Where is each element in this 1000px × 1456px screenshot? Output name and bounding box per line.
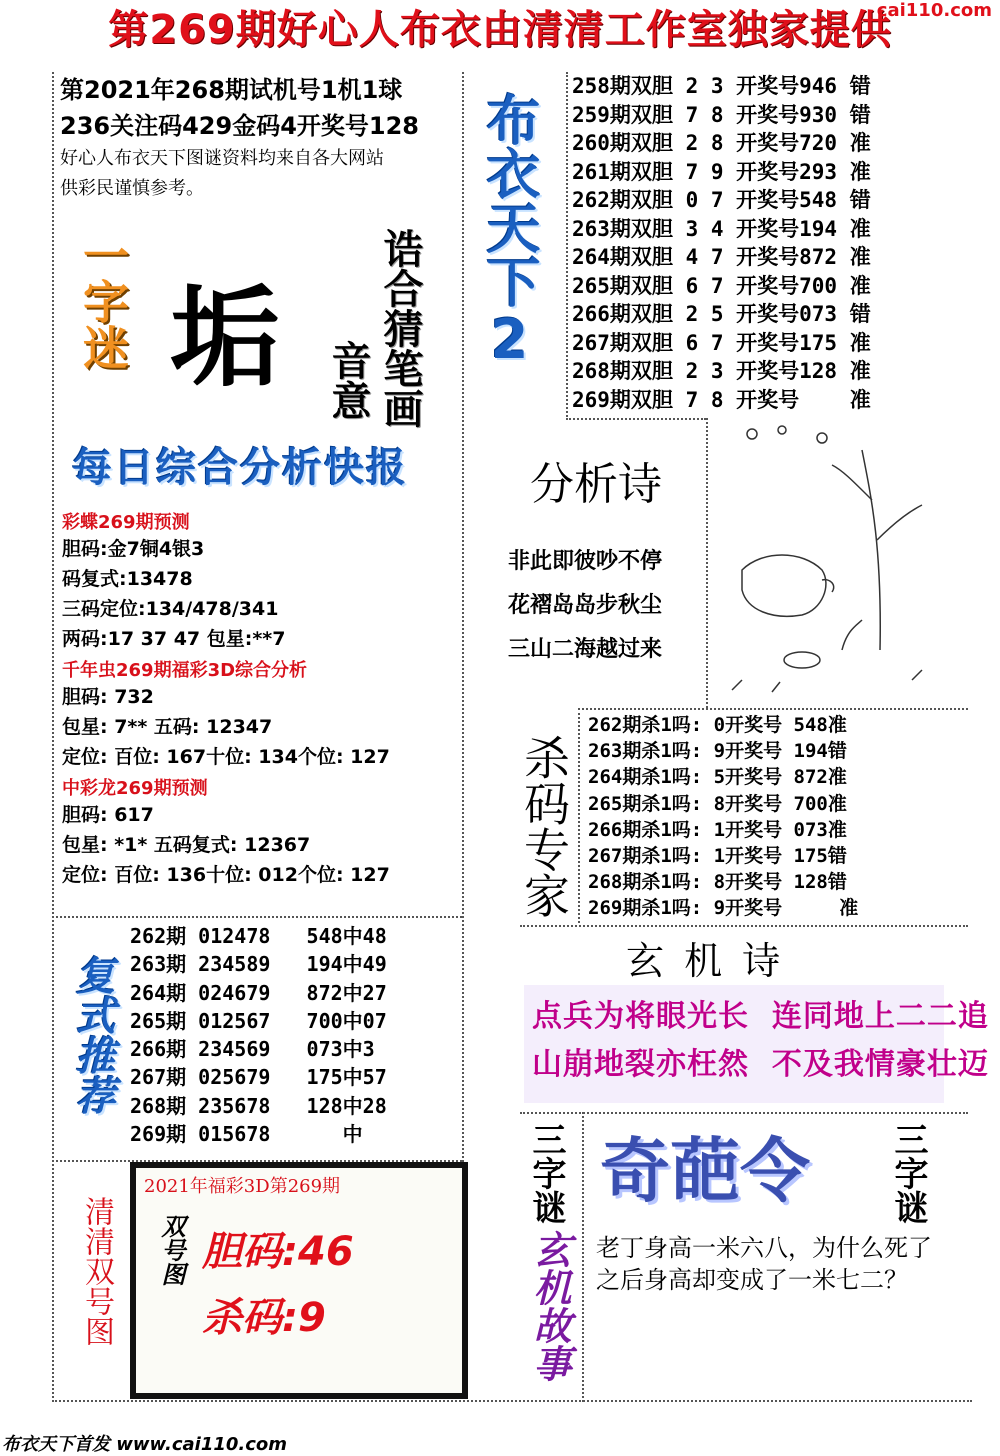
history-row: 265期双胆 6 7 开奖号700 准 [572, 273, 871, 298]
divider [520, 1112, 968, 1114]
fushi-row: 267期 025679 175中57 [130, 1065, 387, 1090]
brand-vertical: 布衣天下2 [478, 92, 541, 371]
xuanji-poem-box [524, 985, 989, 1103]
riddle-hint-2: 音意 [325, 340, 371, 420]
info-line-2: 236关注码429金码4开奖号128 [60, 112, 419, 140]
sanzi-word: 奇葩令 [600, 1130, 810, 1212]
info-line-4: 供彩民谨慎参考。 [60, 178, 204, 199]
caidie-line-4: 两码:17 37 47 包星:**7 [62, 628, 286, 650]
qianniang-title: 千年虫269期福彩3D综合分析 [62, 660, 308, 681]
divider [462, 72, 464, 1162]
kill-row: 263期杀1吗: 9开奖号 194错 [588, 740, 847, 763]
history-row: 267期双胆 6 7 开奖号175 准 [572, 330, 871, 355]
history-row: 262期双胆 0 7 开奖号548 错 [572, 188, 871, 212]
kill-row: 268期杀1吗: 8开奖号 128错 [588, 871, 847, 894]
fushi-row: 265期 012567 700中07 [130, 1008, 387, 1033]
kill-title [514, 718, 574, 943]
history-row: 259期双胆 7 8 开奖号930 错 [572, 102, 871, 127]
history-row: 258期双胆 2 3 开奖号946 错 [572, 74, 871, 98]
xuanji-line-1: 点兵为将眼光长 连同地上二二追 [532, 999, 989, 1034]
poem-line: 三山二海越过来 [508, 637, 663, 662]
kill-list [588, 712, 858, 922]
double-pic-side: 双号图 [157, 1214, 185, 1286]
history-row: 269期双胆 7 8 开奖号 准 [572, 387, 871, 412]
history-row: 260期双胆 2 8 开奖号720 准 [572, 131, 871, 155]
pig-illustration [712, 420, 968, 700]
history-row: 261期双胆 7 9 开奖号293 准 [572, 159, 871, 184]
riddle-hint: 诰合猜笔画 [377, 228, 423, 428]
fushi-list [130, 922, 387, 1148]
fushi-row: 268期 235678 128中28 [130, 1093, 387, 1118]
divider [566, 72, 568, 417]
analysis-poem-title: 分析诗 [530, 459, 662, 510]
kill-row: 265期杀1吗: 8开奖号 700准 [588, 792, 847, 815]
info-block [60, 72, 480, 204]
daily-title: 每日综合分析快报 [72, 445, 408, 491]
zhongcai-line-2: 包星: *1* 五码复式: 12367 [62, 834, 311, 856]
kill-row: 264期杀1吗: 5开奖号 872准 [588, 766, 847, 789]
story-text: 老丁身高一米六八，为什么死了之后身高却变成了一米七二？ [596, 1234, 932, 1294]
divider [582, 1112, 584, 1402]
caidie-line-3: 三码定位:134/478/341 [62, 598, 279, 620]
history-row: 266期双胆 2 5 开奖号073 错 [572, 302, 871, 326]
double-pic-header: 2021年福彩3D第269期 [144, 1176, 341, 1197]
history-list [572, 72, 871, 414]
divider [578, 708, 580, 923]
info-line-3: 好心人布衣天下图谜资料均来自各大网站 [60, 148, 384, 169]
fushi-title: 复式推荐 [69, 955, 115, 1115]
xuanji-title: 玄 机 诗 [626, 939, 785, 983]
caidie-line-2: 码复式:13478 [62, 568, 193, 590]
footer: 布衣天下首发 www.cai110.com [2, 1434, 288, 1455]
fushi-row: 266期 234569 073中3 [130, 1037, 375, 1062]
divider [566, 418, 706, 420]
divider [52, 1160, 462, 1162]
predictions-left [62, 508, 462, 890]
qianniang-line-1: 胆码: 732 [62, 686, 154, 708]
divider [52, 72, 54, 1402]
fushi-row: 269期 015678 中 [130, 1122, 363, 1147]
poem-line: 非此即彼吵不停 [508, 549, 663, 574]
story-label: 玄机故事 [527, 1230, 571, 1382]
info-line-1: 第2021年268期试机号1机1球 [60, 76, 403, 104]
divider [706, 418, 708, 708]
sanzi-right: 三字谜 [888, 1122, 928, 1224]
double-pic-sha: 杀码:9 [202, 1295, 326, 1341]
divider [52, 1400, 972, 1402]
sanzi-left: 三字谜 [526, 1122, 566, 1224]
caidie-title: 彩蝶269期预测 [62, 512, 190, 533]
zhongcai-title: 中彩龙269期预测 [62, 778, 208, 799]
divider [52, 916, 462, 918]
zhongcai-line-1: 胆码: 617 [62, 804, 154, 826]
riddle-label: 一字迷 [76, 232, 130, 370]
history-row: 264期双胆 4 7 开奖号872 准 [572, 245, 871, 269]
history-row: 268期双胆 2 3 开奖号128 准 [572, 359, 871, 383]
kill-row: 266期杀1吗: 1开奖号 073准 [588, 818, 847, 841]
double-pic-label: 清清双号图 [79, 1196, 114, 1346]
analysis-poem [508, 540, 662, 672]
divider [520, 925, 968, 927]
kill-row: 262期杀1吗: 0开奖号 548准 [588, 714, 847, 736]
page-title: 第269期好心人布衣由清清工作室独家提供 [108, 7, 892, 53]
fushi-row: 263期 234589 194中49 [130, 952, 387, 977]
history-row: 263期双胆 3 4 开奖号194 准 [572, 216, 871, 241]
divider [578, 708, 968, 710]
fushi-row: 262期 012478 548中48 [130, 924, 387, 948]
poem-line: 花褶岛岛步秋尘 [508, 593, 663, 618]
double-pic-dan: 胆码:46 [202, 1229, 354, 1275]
riddle-char: 垢 [170, 273, 280, 402]
kill-row: 269期杀1吗: 9开奖号 准 [588, 897, 859, 920]
zhongcai-line-3: 定位: 百位: 136十位: 012个位: 127 [62, 864, 390, 886]
kill-row: 267期杀1吗: 1开奖号 175错 [588, 845, 847, 868]
xuanji-line-2: 山崩地裂亦枉然 不及我情豪壮迈 [532, 1047, 989, 1082]
caidie-line-1: 胆码:金7铜4银3 [62, 538, 205, 560]
qianniang-line-2: 包星: 7** 五码: 12347 [62, 716, 273, 738]
kill-title-text: 杀码专家 [517, 733, 571, 918]
qianniang-line-3: 定位: 百位: 167十位: 134个位: 127 [62, 746, 390, 768]
fushi-row: 264期 024679 872中27 [130, 980, 387, 1005]
site-link[interactable]: cai110.com [876, 0, 992, 21]
double-pic-card [130, 1162, 468, 1399]
